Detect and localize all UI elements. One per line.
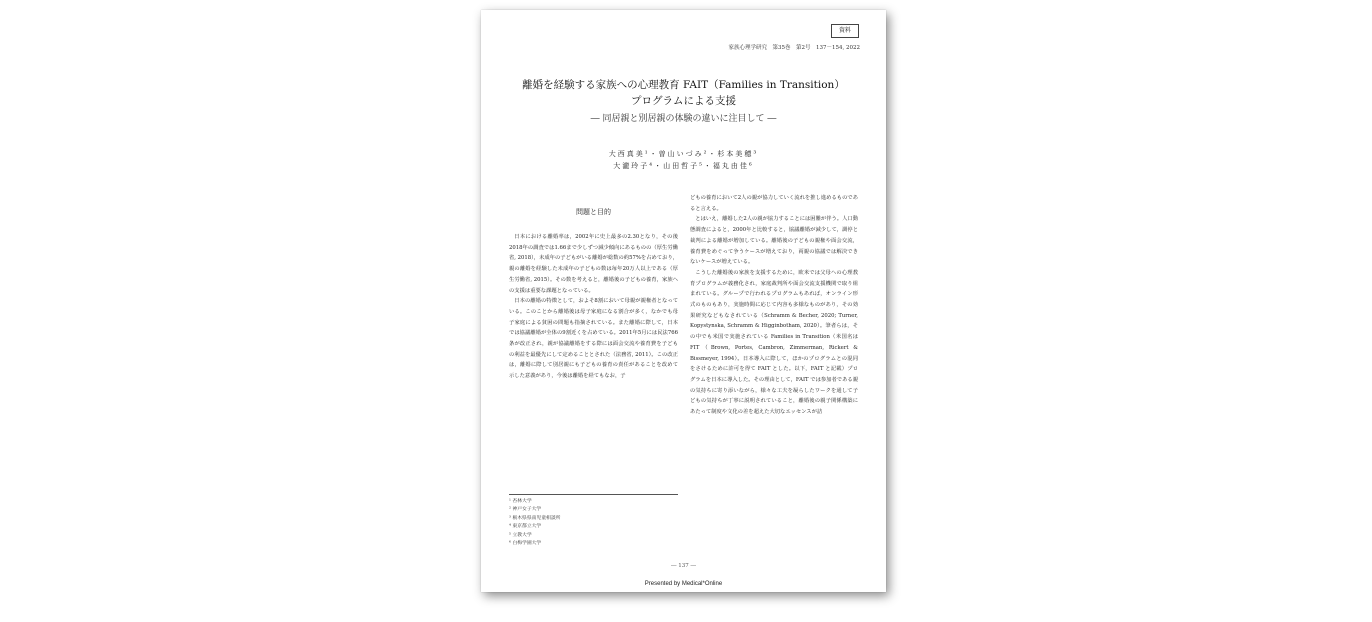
body-paragraph: とはいえ，離婚した2人の親が協力することには困難が伴う。人口動態調査によると，2000年と比較すると，協議離婚が減少して，調停と裁判による離婚が増加している。離婚後の子どもの親権や面会交流，養育費をめぐって争うケースが増えており，両親の協議では解決できないケースが増えている。: [690, 216, 858, 266]
affiliation-item: ³ 栃木県県南児童相談所: [509, 515, 561, 521]
body-paragraph: どもの養育において2人の親が協力していく流れを推し進めるものであると言える。: [690, 195, 858, 212]
presented-by-footer: Presented by Medical*Online: [644, 581, 723, 587]
article-type-badge: 資料: [831, 24, 859, 38]
title-line-1: 離婚を経験する家族への心理教育 FAIT（Families in Transition）: [522, 79, 845, 91]
author-list: [481, 148, 886, 172]
affiliation-item: ² 神戸女子大学: [509, 507, 542, 513]
affiliation-list: [509, 498, 560, 548]
authors-line-1: 大西真美¹・曽山いづみ²・杉本美穂³: [608, 150, 759, 158]
page-number: ― 137 ―: [671, 563, 696, 569]
body-paragraph: 日本の離婚の特徴として，およそ8割において母親が親権者となっている。このことから離婚後は母子家庭になる割合が多く，なかでも母子家庭による貧困の問題も指摘されている。また離婚に際して，日本では協議離婚が全体の9割近くを占めている。2011年5月には民法766条が改正され，親が協議離婚をする際には面会交流や養育費を子どもの利益を最優先にして定めることとされた（法務省, 2011）。この改正は，離婚に際して別居親にも子どもの養育の責任があることを改めて示した意義があり，今後は離婚を経てもなお，子: [509, 298, 678, 380]
right-column: [690, 193, 858, 418]
paper-page: [481, 10, 886, 592]
journal-reference: 家族心理学研究 第35巻 第2号 137－154, 2022: [728, 45, 860, 51]
affiliation-item: ¹ 杏林大学: [509, 499, 532, 504]
body-paragraph: こうした離婚後の家族を支援するために，欧米では父母への心理教育プログラムが義務化され，家庭裁判所や面会交流支援機関で取り組まれている。グループで行われるプログラムもあれば，オンライン形式のものもあり，実施時間に応じて内容も多様なものがあり，その効果研究などもなされている（Schramm & Becher, 2020; Turner, Kopystynska, Schramm & Higginbotham, 2020）。筆者らは，その中でも米国で実施されている Families in Transition（米国名は FIT（Brown, Portes, Cambron, Zimmerman, Rickert & Bissmeyer, 1994）。日本導入に際して，ほかのプログラムとの混同をさけるために許可を得て FAIT とした。以下，FAIT と記載）プログラムを日本に導入した。その理由として，FAIT では参加者である親の気持ちに寄り添いながら，様々な工夫を凝らしたワークを通して子どもの気持ちが丁寧に説明されていること，離婚後の親子関係構築にあたって制度や文化の差を超えた大切なエッセンスが詰: [690, 269, 858, 416]
paper-subtitle: ― 同居親と別居親の体験の違いに注目して ―: [590, 114, 777, 124]
title-line-2: プログラムによる支援: [631, 95, 736, 107]
authors-line-2: 大瀧玲子⁴・山田哲子⁵・福丸由佳⁶: [613, 162, 754, 170]
affiliation-item: ⁵ 立教大学: [509, 532, 532, 538]
paper-title: [481, 77, 886, 109]
affiliation-item: ⁶ 白梅学園大学: [509, 541, 542, 547]
footnote-divider: [509, 494, 678, 495]
affiliation-item: ⁴ 東京都立大学: [509, 524, 542, 530]
left-column: [509, 232, 678, 382]
section-heading: 問題と目的: [576, 208, 611, 216]
body-paragraph: 日本における離婚率は，2002年に史上最多の2.30となり，その後2018年の調査では1.66まで少しずつ減少傾向にあるものの（厚生労働省, 2018），未成年の子どもがいる離婚が総数の約57%を占めており，親の離婚を経験した未成年の子どもの数は毎年20万人以上である（厚生労働省, 2015）。その数を考えると，離婚後の子どもの養育，家族への支援は重要な課題となっている。: [509, 234, 678, 294]
